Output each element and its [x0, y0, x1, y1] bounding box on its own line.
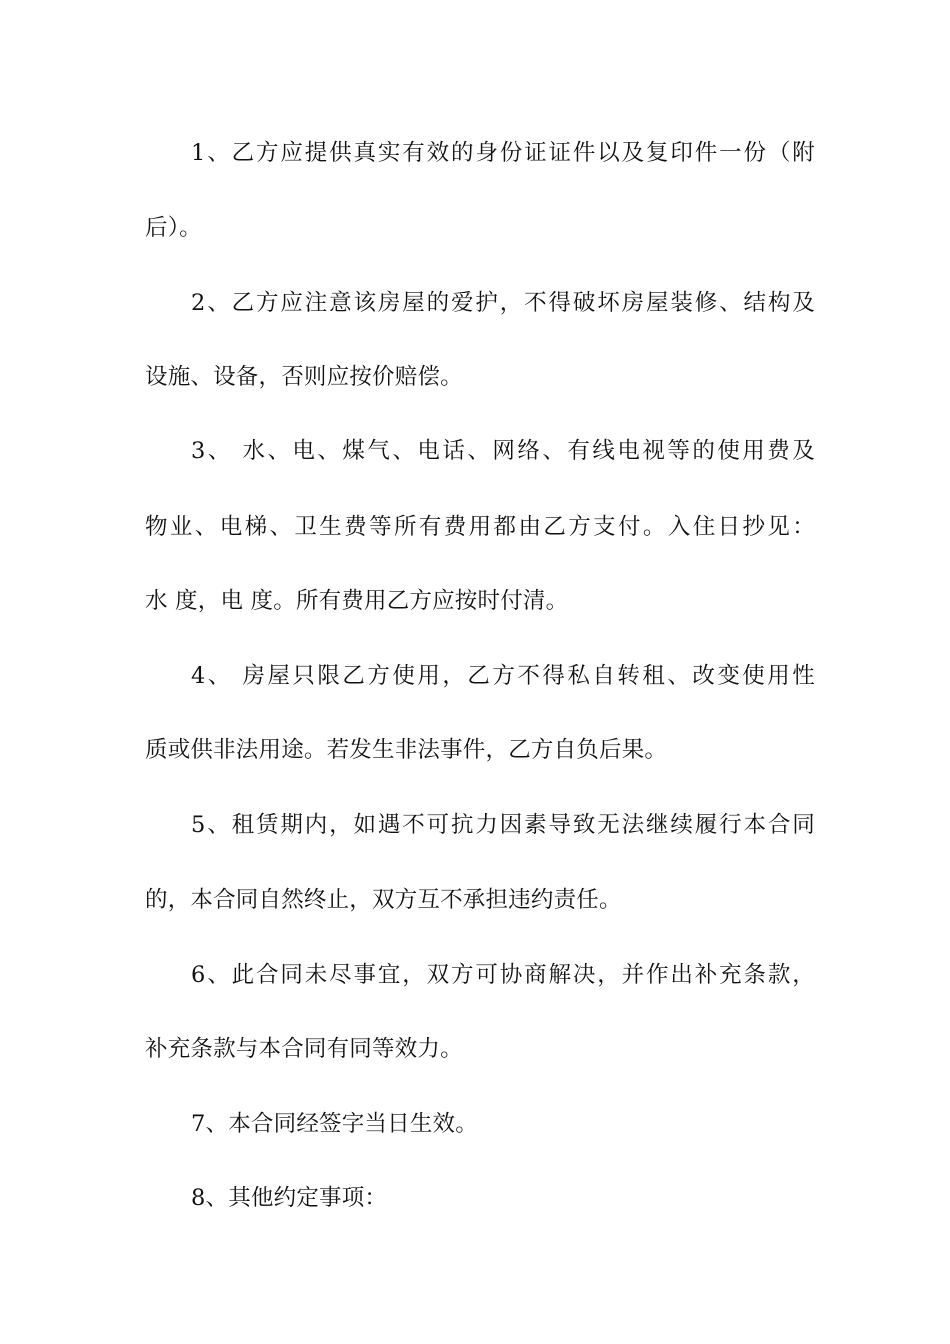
clause-2-line-1: 2、乙方应注意该房屋的爱护，不得破坏房屋装修、结构及	[191, 290, 815, 316]
clause-6-line-2: 补充条款与本合同有同等效力。	[145, 1036, 463, 1062]
clause-2-line-2: 设施、设备，否则应按价赔偿。	[145, 364, 463, 390]
clause-5-line-2: 的，本合同自然终止，双方互不承担违约责任。	[145, 887, 622, 913]
clause-3-line-3: 水 度，电 度。所有费用乙方应按时付清。	[145, 588, 569, 614]
clause-1-line-2: 后）。	[145, 215, 202, 241]
clause-7-line-1: 7、本合同经签字当日生效。	[191, 1111, 478, 1137]
clause-6-line-1: 6、此合同未尽事宜，双方可协商解决，并作出补充条款，	[191, 962, 815, 988]
clause-8-line-1: 8、其他约定事项：	[191, 1185, 388, 1211]
clause-5-line-1: 5、租赁期内，如遇不可抗力因素导致无法继续履行本合同	[191, 812, 815, 838]
clause-1-line-1: 1、乙方应提供真实有效的身份证证件以及复印件一份（附	[191, 140, 815, 166]
clause-4-line-1: 4、 房屋只限乙方使用，乙方不得私自转租、改变使用性	[191, 663, 815, 689]
clause-3-line-1: 3、 水、电、煤气、电话、网络、有线电视等的使用费及	[191, 438, 815, 464]
clause-4-line-2: 质或供非法用途。若发生非法事件，乙方自负后果。	[145, 737, 668, 763]
clause-3-line-2: 物业、电梯、卫生费等所有费用都由乙方支付。入住日抄见：	[145, 514, 815, 540]
